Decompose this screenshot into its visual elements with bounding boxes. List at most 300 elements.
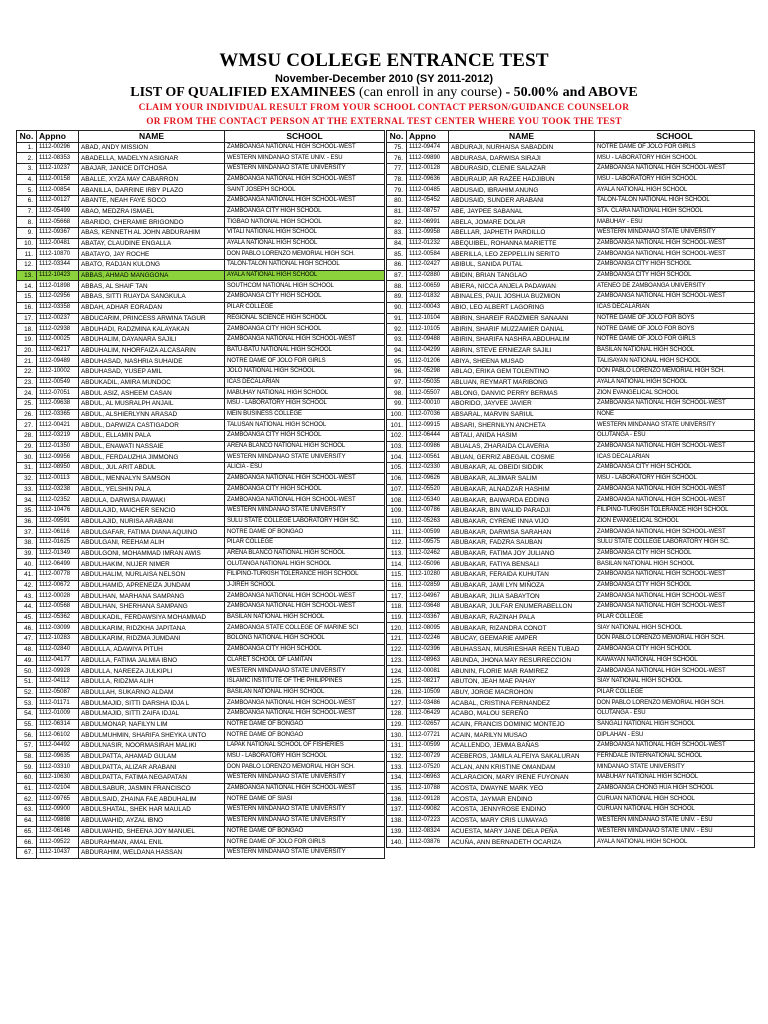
cell-no: 29. [17,441,37,452]
cell-no: 96. [387,366,407,377]
cell-no: 112. [387,537,407,548]
cell-school: ZAMBOANGA NATIONAL HIGH SCHOOL-WEST [595,484,755,495]
cell-no: 109. [387,505,407,516]
cell-name: ABUTON, JEAH MAE PAHAY [449,676,595,687]
cell-name: ABDULLA, FATIMA JALMIA IBNO [79,655,225,666]
cell-name: ABIRIN, SHARIF MUZZAMIER DANIAL [449,324,595,335]
table-row [17,206,385,217]
cell-appno: 1112-09765 [37,794,79,805]
cell-appno: 1112-09958 [407,228,449,239]
cell-appno: 1112-00786 [407,505,449,516]
cell-name: ABUCAY, GEEMARIE AMPER [449,634,595,645]
cell-appno: 1112-07223 [407,815,449,826]
cell-name: ABDULSHATAL, SHEK HAR MAULAD [79,805,225,816]
cell-no: 121. [387,634,407,645]
cell-name: ABALLE, XYZA MAY CABARRON [79,174,225,185]
cell-no: 50. [17,666,37,677]
cell-appno: 1112-04967 [407,591,449,602]
cell-name: ABERILLA, LEO ZEPPELLIN SERITO [449,249,595,260]
cell-no: 79. [387,185,407,196]
cell-name: ABUBAKAR, JILIA SABAYTON [449,591,595,602]
cell-appno: 1112-09128 [407,794,449,805]
cell-name: ABDULAJID, NURISA ARABANI [79,516,225,527]
cell-no: 137. [387,805,407,816]
cell-name: ABDULKARIM, RIDZMA JUMDANI [79,634,225,645]
cell-appno: 1112-00010 [407,399,449,410]
cell-appno: 1112-08324 [407,826,449,837]
cell-no: 41. [17,570,37,581]
table-row [17,142,385,153]
table-row [17,783,385,794]
table-row [387,473,755,484]
list-title-threshold: - 50.00% and ABOVE [502,85,638,100]
cell-school: MABUHAY NATIONAL HIGH SCHOOL [225,388,385,399]
cell-name: ABDURAHIM, WELDANA HASSAN [79,847,225,858]
cell-no: 21. [17,356,37,367]
cell-name: ABDULHAMID, APRENEIZA JUNDAM [79,580,225,591]
cell-no: 129. [387,719,407,730]
cell-name: ABDUHADI, RADZMINA KALAYAKAN [79,324,225,335]
cell-no: 134. [387,773,407,784]
table-row [387,591,755,602]
cell-no: 27. [17,420,37,431]
cell-school: TALISAYAN NATIONAL HIGH SCHOOL [595,356,755,367]
cell-no: 36. [17,516,37,527]
cell-school: ZAMBOANGA CHONG HUA HIGH SCHOOL [595,783,755,794]
cell-appno: 1112-07036 [407,409,449,420]
table-row [387,516,755,527]
cell-name: ABAO, MEDZRA ISMAEL [79,206,225,217]
table-row [17,527,385,538]
cell-name: ABATAY, CLAUDINE ENGALLA [79,238,225,249]
cell-appno: 1112-09575 [407,537,449,548]
table-row [17,431,385,442]
table-row [17,473,385,484]
cell-name: ABUNDA, JHONA MAY RESURRECCION [449,655,595,666]
cell-no: 42. [17,580,37,591]
table-row [387,399,755,410]
cell-name: ACOSTA, JENNYROSE ENDINO [449,805,595,816]
table-row [387,762,755,773]
table-row [387,751,755,762]
cell-no: 3. [17,163,37,174]
cell-school: CURUAN NATIONAL HIGH SCHOOL [595,794,755,805]
cell-name: ACOSTA, MARY CRIS LUMAYAG [449,815,595,826]
cell-school: ZAMBOANGA NATIONAL HIGH SCHOOL-WEST [595,741,755,752]
cell-school: STA. CLARA NATIONAL HIGH SCHOOL [595,206,755,217]
cell-name: ACABAL, CRISTINA FERNANDEZ [449,698,595,709]
cell-school: WESTERN MINDANAO STATE UNIVERSITY [225,847,385,858]
cell-no: 111. [387,527,407,538]
cell-no: 131. [387,741,407,752]
cell-appno: 1112-05087 [37,687,79,698]
table-row [17,441,385,452]
cell-school: SANGALI NATIONAL HIGH SCHOOL [595,719,755,730]
cell-no: 65. [17,826,37,837]
table-row [17,377,385,388]
cell-name: ABIRIN, SHARIFA NASHRA ABDUHALIM [449,334,595,345]
table-row [17,185,385,196]
table-row [17,666,385,677]
cell-name: ABDULPATTA, ALIZAR ARABANI [79,762,225,773]
cell-appno: 1112-09635 [37,751,79,762]
cell-school: PILAR COLLEGE [225,537,385,548]
cell-no: 104. [387,452,407,463]
cell-school: J-JIREH SCHOOL [225,580,385,591]
cell-school: NOTRE DAME OF BONGAO [225,730,385,741]
cell-appno: 1112-09915 [407,420,449,431]
cell-no: 88. [387,281,407,292]
cell-name: ABIDIN, BRIAN TANGLAO [449,270,595,281]
table-row [17,591,385,602]
cell-no: 82. [387,217,407,228]
cell-school: ZAMBOANGA NATIONAL HIGH SCHOOL-WEST [595,495,755,506]
cell-appno: 1112-04492 [37,741,79,752]
cell-school: ZAMBOANGA CITY HIGH SCHOOL [595,270,755,281]
cell-appno: 1112-00025 [37,334,79,345]
cell-no: 49. [17,655,37,666]
cell-school: ZAMBOANGA NATIONAL HIGH SCHOOL-WEST [595,527,755,538]
cell-no: 92. [387,324,407,335]
table-row [17,420,385,431]
cell-no: 90. [387,302,407,313]
table-row [387,644,755,655]
cell-no: 93. [387,334,407,345]
cell-no: 126. [387,687,407,698]
cell-no: 58. [17,751,37,762]
cell-name: ABIO, LEO ALBERT LAGORING [449,302,595,313]
cell-appno: 1112-09489 [37,356,79,367]
cell-school: ICAS DECALARIAN [595,302,755,313]
cell-school: TALON-TALON NATIONAL HIGH SCHOOL [595,195,755,206]
cell-no: 19. [17,334,37,345]
cell-appno: 1112-02956 [37,292,79,303]
cell-no: 105. [387,463,407,474]
cell-appno: 1112-09638 [37,399,79,410]
table-row [387,559,755,570]
cell-appno: 1112-00986 [407,441,449,452]
cell-school: ZAMBOANGA CITY HIGH SCHOOL [225,644,385,655]
cell-appno: 1112-06146 [37,826,79,837]
table-row [17,602,385,613]
table-header-row [17,131,385,143]
cell-school: ZAMBOANGA CITY HIGH SCHOOL [595,260,755,271]
cell-appno: 1112-02657 [407,719,449,730]
table-row [387,815,755,826]
cell-appno: 1112-06102 [37,730,79,741]
table-row [17,452,385,463]
cell-school: FERNDALE INTERNATIONAL SCHOOL [595,751,755,762]
cell-name: ABDUHALIM, NHORFAIZA ALCASARIN [79,345,225,356]
table-row [387,260,755,271]
table-row [17,548,385,559]
cell-school: ZAMBOANGA CITY HIGH SCHOOL [225,484,385,495]
cell-appno: 1112-08963 [407,655,449,666]
cell-no: 75. [387,142,407,153]
cell-appno: 1112-01350 [37,441,79,452]
cell-no: 102. [387,431,407,442]
cell-name: ABIERA, NICCA ANJELA PADAWAN [449,281,595,292]
cell-school: AYALA NATIONAL HIGH SCHOOL [225,270,385,281]
cell-name: ABUBAKAR, FERAIDA KUHUTAN [449,570,595,581]
cell-no: 103. [387,441,407,452]
table-row [387,217,755,228]
table-row [17,730,385,741]
cell-name: ABDULKADIL, FERDAWSIYA MOHAMMAD [79,612,225,623]
cell-name: ABDULKARIM, RIDZKHA JAPITANA [79,623,225,634]
cell-school: ARENA BLANCO NATIONAL HIGH SCHOOL [225,441,385,452]
cell-no: 33. [17,484,37,495]
cell-appno: 1112-00028 [37,591,79,602]
cell-school: DON PABLO LORENZO MEMORIAL HIGH SCH. [225,762,385,773]
cell-no: 57. [17,741,37,752]
cell-school: LAPAK NATIONAL SCHOOL OF FISHERIES [225,741,385,752]
table-row [387,548,755,559]
cell-name: ABDULLA, NAREEZA JULKIPLI [79,666,225,677]
cell-no: 67. [17,847,37,858]
cell-school: WESTERN MINDANAO STATE UNIVERSITY [225,505,385,516]
cell-name: ABUBAKAR, RAZINAH PALA [449,612,595,623]
cell-appno: 1112-00081 [407,666,449,677]
cell-school: CURUAN NATIONAL HIGH SCHOOL [595,805,755,816]
table-row [387,174,755,185]
table-row [17,644,385,655]
table-row [17,463,385,474]
cell-appno: 1112-03486 [407,698,449,709]
cell-appno: 1112-05035 [407,377,449,388]
cell-appno: 1112-01898 [37,281,79,292]
cell-appno: 1112-02104 [37,783,79,794]
cell-appno: 1112-05520 [407,484,449,495]
cell-no: 117. [387,591,407,602]
cell-appno: 1112-02352 [37,495,79,506]
cell-appno: 1112-06444 [407,431,449,442]
cell-no: 38. [17,537,37,548]
cell-no: 8. [17,217,37,228]
cell-no: 100. [387,409,407,420]
table-row [17,260,385,271]
table-row [17,719,385,730]
table-row [387,431,755,442]
table-row [387,537,755,548]
cell-no: 127. [387,698,407,709]
cell-school: ZAMBOANGA NATIONAL HIGH SCHOOL-WEST [595,238,755,249]
cell-no: 124. [387,666,407,677]
table-row [17,195,385,206]
cell-name: ABDUL, ENAWATI NASSAIE [79,441,225,452]
table-row [17,238,385,249]
cell-name: ACABO, MALOU SEREÑO [449,708,595,719]
cell-no: 115. [387,570,407,581]
cell-school: MABUHAY - ESU [595,217,755,228]
cell-no: 18. [17,324,37,335]
table-row [387,666,755,677]
cell-appno: 1112-00127 [37,195,79,206]
cell-no: 9. [17,228,37,239]
table-row [387,783,755,794]
table-row [17,281,385,292]
cell-appno: 1112-03365 [37,409,79,420]
cell-school: AYALA NATIONAL HIGH SCHOOL [595,185,755,196]
cell-no: 7. [17,206,37,217]
table-row [387,238,755,249]
cell-no: 63. [17,805,37,816]
cell-appno: 1112-00729 [407,751,449,762]
cell-no: 61. [17,783,37,794]
cell-school: ZAMBOANGA NATIONAL HIGH SCHOOL-WEST [225,174,385,185]
cell-school: ZAMBOANGA CITY HIGH SCHOOL [595,463,755,474]
cell-appno: 1112-00659 [407,281,449,292]
cell-name: ABUNIN, FLORIE MAR RAMIREZ [449,666,595,677]
cell-appno: 1112-10870 [37,249,79,260]
table-row [387,826,755,837]
cell-school: ZAMBOANGA NATIONAL HIGH SCHOOL-WEST [225,708,385,719]
cell-appno: 1112-09928 [37,666,79,677]
table-row [17,580,385,591]
table-row [17,356,385,367]
cell-appno: 1112-09636 [407,174,449,185]
cell-school: SULU STATE COLLEGE LABORATORY HIGH SC. [595,537,755,548]
cell-name: ABUY, JORGE MACROHON [449,687,595,698]
cell-appno: 1112-03648 [407,602,449,613]
cell-appno: 1112-00599 [407,741,449,752]
cell-appno: 1112-02938 [37,324,79,335]
table-row [387,805,755,816]
table-row [17,751,385,762]
cell-appno: 1112-01206 [407,356,449,367]
cell-appno: 1112-00421 [37,420,79,431]
cell-name: ABDUHALIM, DAYANARA SAJILI [79,334,225,345]
cell-appno: 1112-10104 [407,313,449,324]
table-row [17,676,385,687]
cell-school: SOUTHCOM NATIONAL HIGH SCHOOL [225,281,385,292]
cell-school: SAINT JOSEPH SCHOOL [225,185,385,196]
cell-appno: 1112-08095 [407,623,449,634]
table-row [17,270,385,281]
cell-school: BASILAN NATIONAL HIGH SCHOOL [595,345,755,356]
cell-name: ABUBAKAR, BAIWARDA EDDING [449,495,595,506]
cell-appno: 1112-05298 [407,366,449,377]
cell-name: ABDULMUHMIN, SHARIFA SHEYKA UNTO [79,730,225,741]
table-row [17,815,385,826]
cell-no: 89. [387,292,407,303]
table-body-right [387,142,755,847]
cell-no: 25. [17,399,37,410]
cell-no: 135. [387,783,407,794]
table-row [387,356,755,367]
cell-appno: 1112-00481 [37,238,79,249]
cell-no: 130. [387,730,407,741]
cell-name: ABDULGANI, REEHAM ALIH [79,537,225,548]
cell-appno: 1112-03310 [37,762,79,773]
cell-school: TIGBAO NATIONAL HIGH SCHOOL [225,217,385,228]
cell-school: ATENEO DE ZAMBOANGA UNIVERSITY [595,281,755,292]
cell-name: ACUESTA, MARY JANE DELA PEÑA [449,826,595,837]
cell-no: 51. [17,676,37,687]
table-row [387,676,755,687]
table-row [387,441,755,452]
cell-no: 55. [17,719,37,730]
cell-school: TALON-TALON NATIONAL HIGH SCHOOL [225,260,385,271]
cell-school: NOTRE DAME OF JOLO FOR BOYS [595,324,755,335]
table-row [387,153,755,164]
table-row [17,345,385,356]
claim-instruction-line-2: OR FROM THE CONTACT PERSON AT THE EXTERNAL TEST CENTER WHERE YOU TOOK THE TEST [146,117,622,127]
table-row [387,334,755,345]
table-row [17,505,385,516]
table-row [17,634,385,645]
cell-name: ABE, JAYPEE SABANAL [449,206,595,217]
cell-appno: 1112-09488 [407,334,449,345]
cell-appno: 1112-00296 [37,142,79,153]
cell-appno: 1112-08757 [407,206,449,217]
table-row [387,655,755,666]
cell-no: 87. [387,270,407,281]
table-row [17,399,385,410]
cell-appno: 1112-09082 [407,805,449,816]
cell-name: ABIBUL, SANIDA PUTAL [449,260,595,271]
cell-no: 139. [387,826,407,837]
cell-name: ACUÑA, ANN BERNADETH OCARIZA [449,837,595,848]
column-header-school: SCHOOL [595,131,755,143]
cell-school: MSU - LABORATORY HIGH SCHOOL [225,751,385,762]
cell-school: AYALA NATIONAL HIGH SCHOOL [225,238,385,249]
cell-appno: 1112-07520 [407,762,449,773]
cell-school: ZAMBOANGA NATIONAL HIGH SCHOOL-WEST [595,591,755,602]
cell-appno: 1112-01625 [37,537,79,548]
cell-name: ABUBAKAR, AL OBEIDI SIDDIK [449,463,595,474]
cell-name: ABDULAJID, MAICHER SENCIO [79,505,225,516]
cell-name: ABUBAKAR, ALJIMAR SALIM [449,473,595,484]
cell-name: ABDULLAH, SUKARNO ALDAM [79,687,225,698]
cell-no: 136. [387,794,407,805]
cell-name: ABDUKADIL, AMIRA MUNDOC [79,377,225,388]
table-row [387,602,755,613]
cell-school: JOLO NATIONAL HIGH SCHOOL [225,366,385,377]
table-body-left [17,142,385,858]
cell-name: ABDULMAJID, SITTI ZAIFA IDJAL [79,708,225,719]
cell-school: ZAMBOANGA CITY HIGH SCHOOL [595,580,755,591]
cell-name: ABLONG, DANVIC PERRY BERMAS [449,388,595,399]
table-row [387,730,755,741]
cell-name: ABADELLA, MADELYN ASIGNAR [79,153,225,164]
table-row [17,388,385,399]
cell-appno: 1112-08950 [37,463,79,474]
cell-school: ZAMBOANGA NATIONAL HIGH SCHOOL-WEST [225,473,385,484]
cell-appno: 1112-10788 [407,783,449,794]
cell-school: DON PABLO LORENZO MEMORIAL HIGH SCH. [225,249,385,260]
cell-appno: 1112-10509 [407,687,449,698]
cell-appno: 1112-05340 [407,495,449,506]
table-row [387,302,755,313]
cell-name: ABELA, JOMARE DOLAR [449,217,595,228]
table-row [387,698,755,709]
table-row [17,484,385,495]
cell-school: CLARET SCHOOL OF LAMITAN [225,655,385,666]
cell-no: 84. [387,238,407,249]
cell-school: NOTRE DAME OF BONGAO [225,826,385,837]
table-header-row [387,131,755,143]
table-row [387,837,755,848]
cell-name: ABBAS, SITTI RUAYDA SANGKULA [79,292,225,303]
cell-no: 37. [17,527,37,538]
cell-school: PILAR COLLEGE [595,687,755,698]
cell-name: ABUBAKAR, DARWISA SARAHAN [449,527,595,538]
cell-appno: 1112-00672 [37,580,79,591]
cell-no: 122. [387,644,407,655]
cell-name: ABANTE, NEAH FAYE SOCO [79,195,225,206]
cell-school: WESTERN MINDANAO STATE UNIVERSITY [225,163,385,174]
